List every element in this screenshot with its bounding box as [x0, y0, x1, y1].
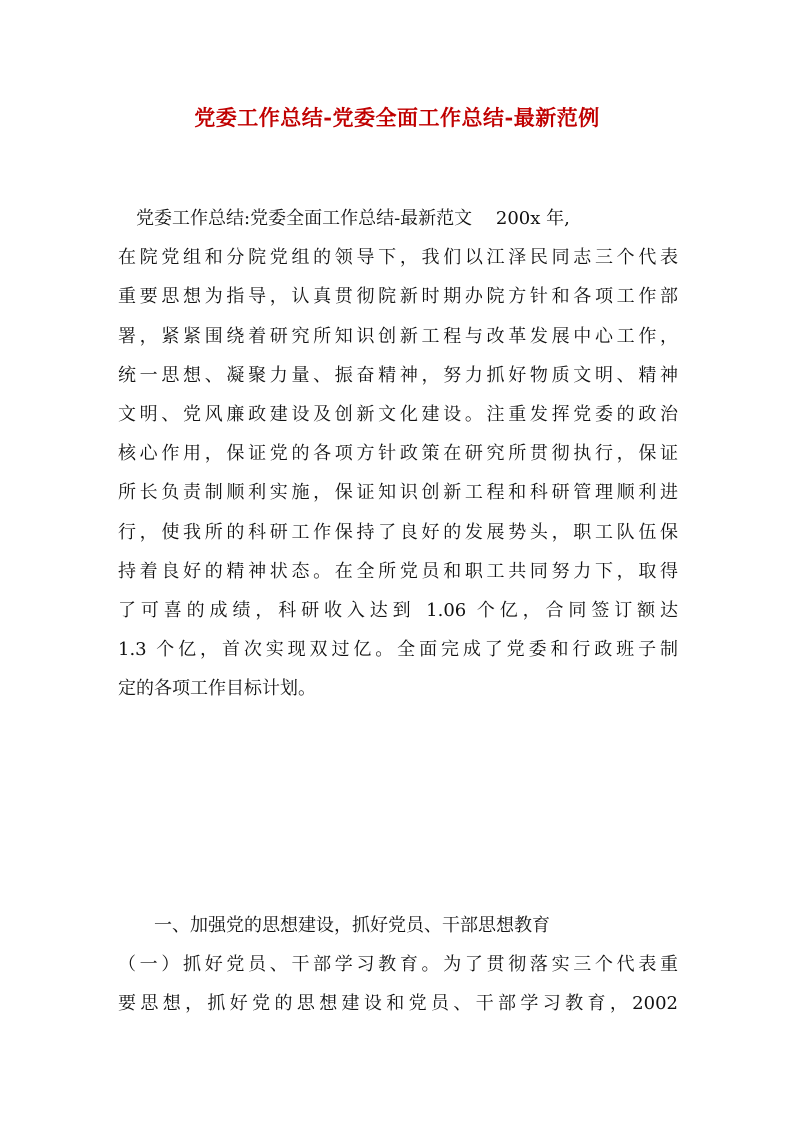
text-line: 在院党组和分院党组的领导下，我们以江泽民同志三个代表 [118, 247, 678, 269]
text-line: 定的各项工作目标计划。 [118, 678, 316, 700]
body-paragraph-2 [118, 906, 678, 1024]
body-paragraph-1 [118, 199, 678, 709]
text-line: 核心作用，保证党的各项方针政策在研究所贯彻执行，保证 [118, 443, 678, 465]
text-line: 行，使我所的科研工作保持了良好的发展势头，职工队伍保 [118, 521, 678, 543]
text-line: 了可喜的成绩，科研收入达到 1.06 个亿，合同签订额达 [118, 600, 678, 622]
text-line: 持着良好的精神状态。在全所党员和职工共同努力下，取得 [118, 560, 678, 582]
document-title: 党委工作总结-党委全面工作总结-最新范例 [194, 105, 600, 130]
text-line: 要思想，抓好党的思想建设和党员、干部学习教育，2002 [118, 993, 678, 1015]
text-line: 统一思想、凝聚力量、振奋精神，努力抓好物质文明、精神 [118, 364, 678, 386]
text-line: 重要思想为指导，认真贯彻院新时期办院方针和各项工作部 [118, 286, 678, 308]
text-line: 文明、党风廉政建设及创新文化建设。注重发挥党委的政治 [118, 404, 678, 426]
section-heading: 一、加强党的思想建设，抓好党员、干部思想教育 [118, 915, 550, 936]
text-line: 1.3 个亿，首次实现双过亿。全面完成了党委和行政班子制 [118, 639, 678, 661]
text-line: （一）抓好党员、干部学习教育。为了贯彻落实三个代表重 [118, 954, 678, 976]
text-line: 党委工作总结:党委全面工作总结-最新范文 200x 年, [118, 208, 570, 229]
text-line: 所长负责制顺利实施，保证知识创新工程和科研管理顺利进 [118, 482, 678, 504]
text-line: 署，紧紧围绕着研究所知识创新工程与改革发展中心工作， [118, 325, 678, 347]
